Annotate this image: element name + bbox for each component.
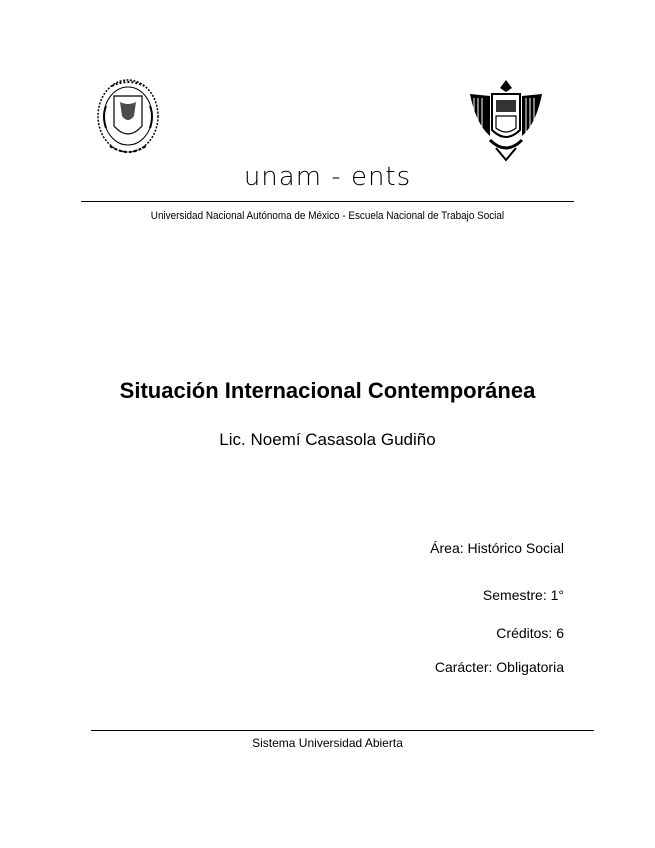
ents-eagle-seal-icon [466, 74, 546, 162]
header-divider [81, 201, 574, 202]
header-subtitle: Universidad Nacional Autónoma de México - Escuela Nacional de Trabajo Social [150, 210, 505, 222]
course-author: Lic. Noemí Casasola Gudiño [219, 430, 436, 449]
meta-area: Área: Histórico Social [430, 540, 564, 556]
meta-character: Carácter: Obligatoria [434, 659, 564, 675]
course-title: Situación Internacional Contemporánea [119, 378, 536, 403]
footer-divider [91, 730, 594, 731]
unam-seal-icon [92, 76, 164, 160]
header-title: unam - ents [243, 162, 412, 192]
footer-text: Sistema Universidad Abierta [252, 736, 403, 750]
meta-credits: Créditos: 6 [496, 625, 564, 641]
meta-semester: Semestre: 1° [482, 587, 564, 603]
